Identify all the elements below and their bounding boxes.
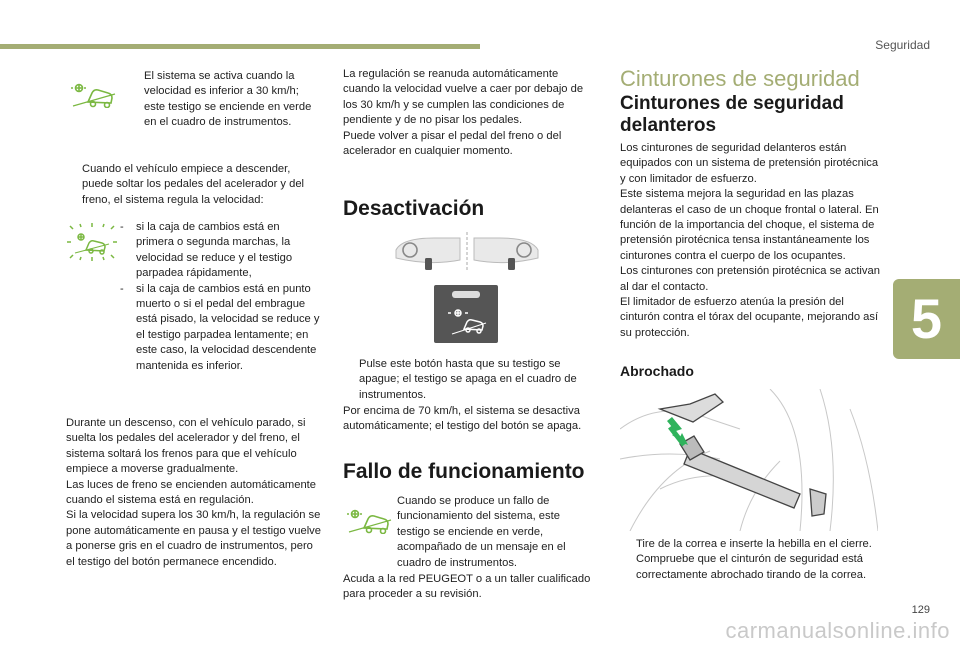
bullet-glyph [343,357,359,403]
bullet-glyph [128,69,144,131]
col1-dash-list [120,220,320,374]
fasten-text-1: Tire de la correa e inserte la hebilla en el cierre. [636,538,872,550]
deactivation-heading: Desactivación [343,197,485,220]
col3-paragraph [620,141,880,341]
section-title: Seguridad [875,38,930,52]
bullet-glyph [620,537,636,552]
dash-item-1 [120,220,320,282]
front-seatbelts-title: Cinturones de seguridad delanteros [620,93,844,136]
fasten-bullet-2 [620,552,878,583]
chapter-tab [893,279,960,359]
watermark: carmanualsonline.info [725,618,950,643]
deactivation-button-illustration [434,285,498,343]
dash-text-2: si la caja de cambios está en punto muerto o si el pedal del embrague está pisado, la velocidad se reduce y el testigo parpadea lentamente; en este caso, la velocidad descendente mantenida es inferior. [136,282,320,372]
seatbelt-illustration [620,389,878,531]
hill-descent-flashing-icon [66,222,118,262]
fault-text: Cuando se produce un fallo de funcionamiento del sistema, este testigo se enciende en verde, acompañado de un mensaje en el cuadro de instrumentos. [397,495,566,569]
col1-bullet-2 [66,162,322,208]
col2-intro [343,67,593,159]
bullet-glyph [66,162,82,208]
fasten-bullet-1 [620,537,878,552]
resume-paragraph: La regulación se reanuda automáticamente cuando la velocidad vuelve a caer por debajo de los 30 km/h y se cumplen las condiciones de pendiente y de no pisar los pedales. Puede volver a pisar el pedal del freno o del acelerador en cualquier momento. [343,68,584,158]
seatbelts-main-title: Cinturones de seguridad [620,66,860,91]
deact-bullet-text: Pulse este botón hasta que su testigo se apague; el testigo se apaga en el cuadro de instrumentos. [359,358,577,401]
seatbelts-paragraph: Los cinturones de seguridad delanteros están equipados con un sistema de pretensión pirotécnica y con limitador de esfuerzo. Este sistema mejora la seguridad en las plazas delanteras el caso de un choque frontal o lateral. En función de la importancia del choque, el sistema de pretensión pirotécnica tensa instantáneamente los cinturones contra el cuerpo de los ocupantes. Los cinturones con pretensión pirotécnica se activan al dar el contacto. El limitador de esfuerzo atenúa la presión del cinturón contra el tórax del ocupante, mejorando así su protección. [620,142,880,339]
bullet-text: Cuando el vehículo empiece a descender, puede soltar los pedales del acelerador y del freno, el sistema regula la velocidad: [82,163,305,206]
bullet-glyph [620,552,636,583]
dash-text-1: si la caja de cambios está en primera o segunda marchas, la velocidad se reduce y el testigo parpadea rápidamente, [136,221,293,280]
col2-deact-bullet [343,357,598,403]
fasten-text-2: Compruebe que el cinturón de seguridad está correctamente abrochado tirando de la correa. [636,553,867,581]
col2-fault-paragraph [343,572,593,603]
malfunction-heading: Fallo de funcionamiento [343,460,585,483]
col1-paragraph [66,416,324,570]
header-bar [0,44,480,49]
hill-descent-icon [70,80,118,108]
descent-paragraph: Durante un descenso, con el vehículo parado, si suelta los pedales del acelerador y del freno, el sistema soltará los frenos para que el vehículo empiece a moverse gradualmente. Las luces de freno se encienden automáticamente cuando el sistema está en regulación. Si la velocidad supera los 30 km/h, la regulación se pone automáticamente en pausa y el testigo vuelve a ponerse gris en el cuadro de instrumentos, pero el testigo del botón permanece encendido. [66,417,321,568]
col2-fault-text [397,494,587,571]
dashboard-illustration [392,230,542,274]
col3-bullets [620,537,878,583]
col2-deact-paragraph [343,404,601,435]
bullet-text: El sistema se activa cuando la velocidad es inferior a 30 km/h; este testigo se enciende en verde en el cuadro de instrumentos. [144,70,312,129]
fastening-heading: Abrochado [620,363,694,379]
col1-bullet-1 [128,69,320,131]
chapter-number: 5 [910,287,943,350]
deact-paragraph: Por encima de 70 km/h, el sistema se desactiva automáticamente; el testigo del botón se apaga. [343,405,582,433]
hill-descent-fault-icon [346,506,394,534]
dash-glyph: - [120,282,124,295]
page-number: 129 [911,604,930,616]
dash-item-2 [120,282,320,374]
dash-glyph: - [120,221,124,233]
fault-paragraph: Acuda a la red PEUGEOT o a un taller cualificado para proceder a su revisión. [343,573,591,601]
